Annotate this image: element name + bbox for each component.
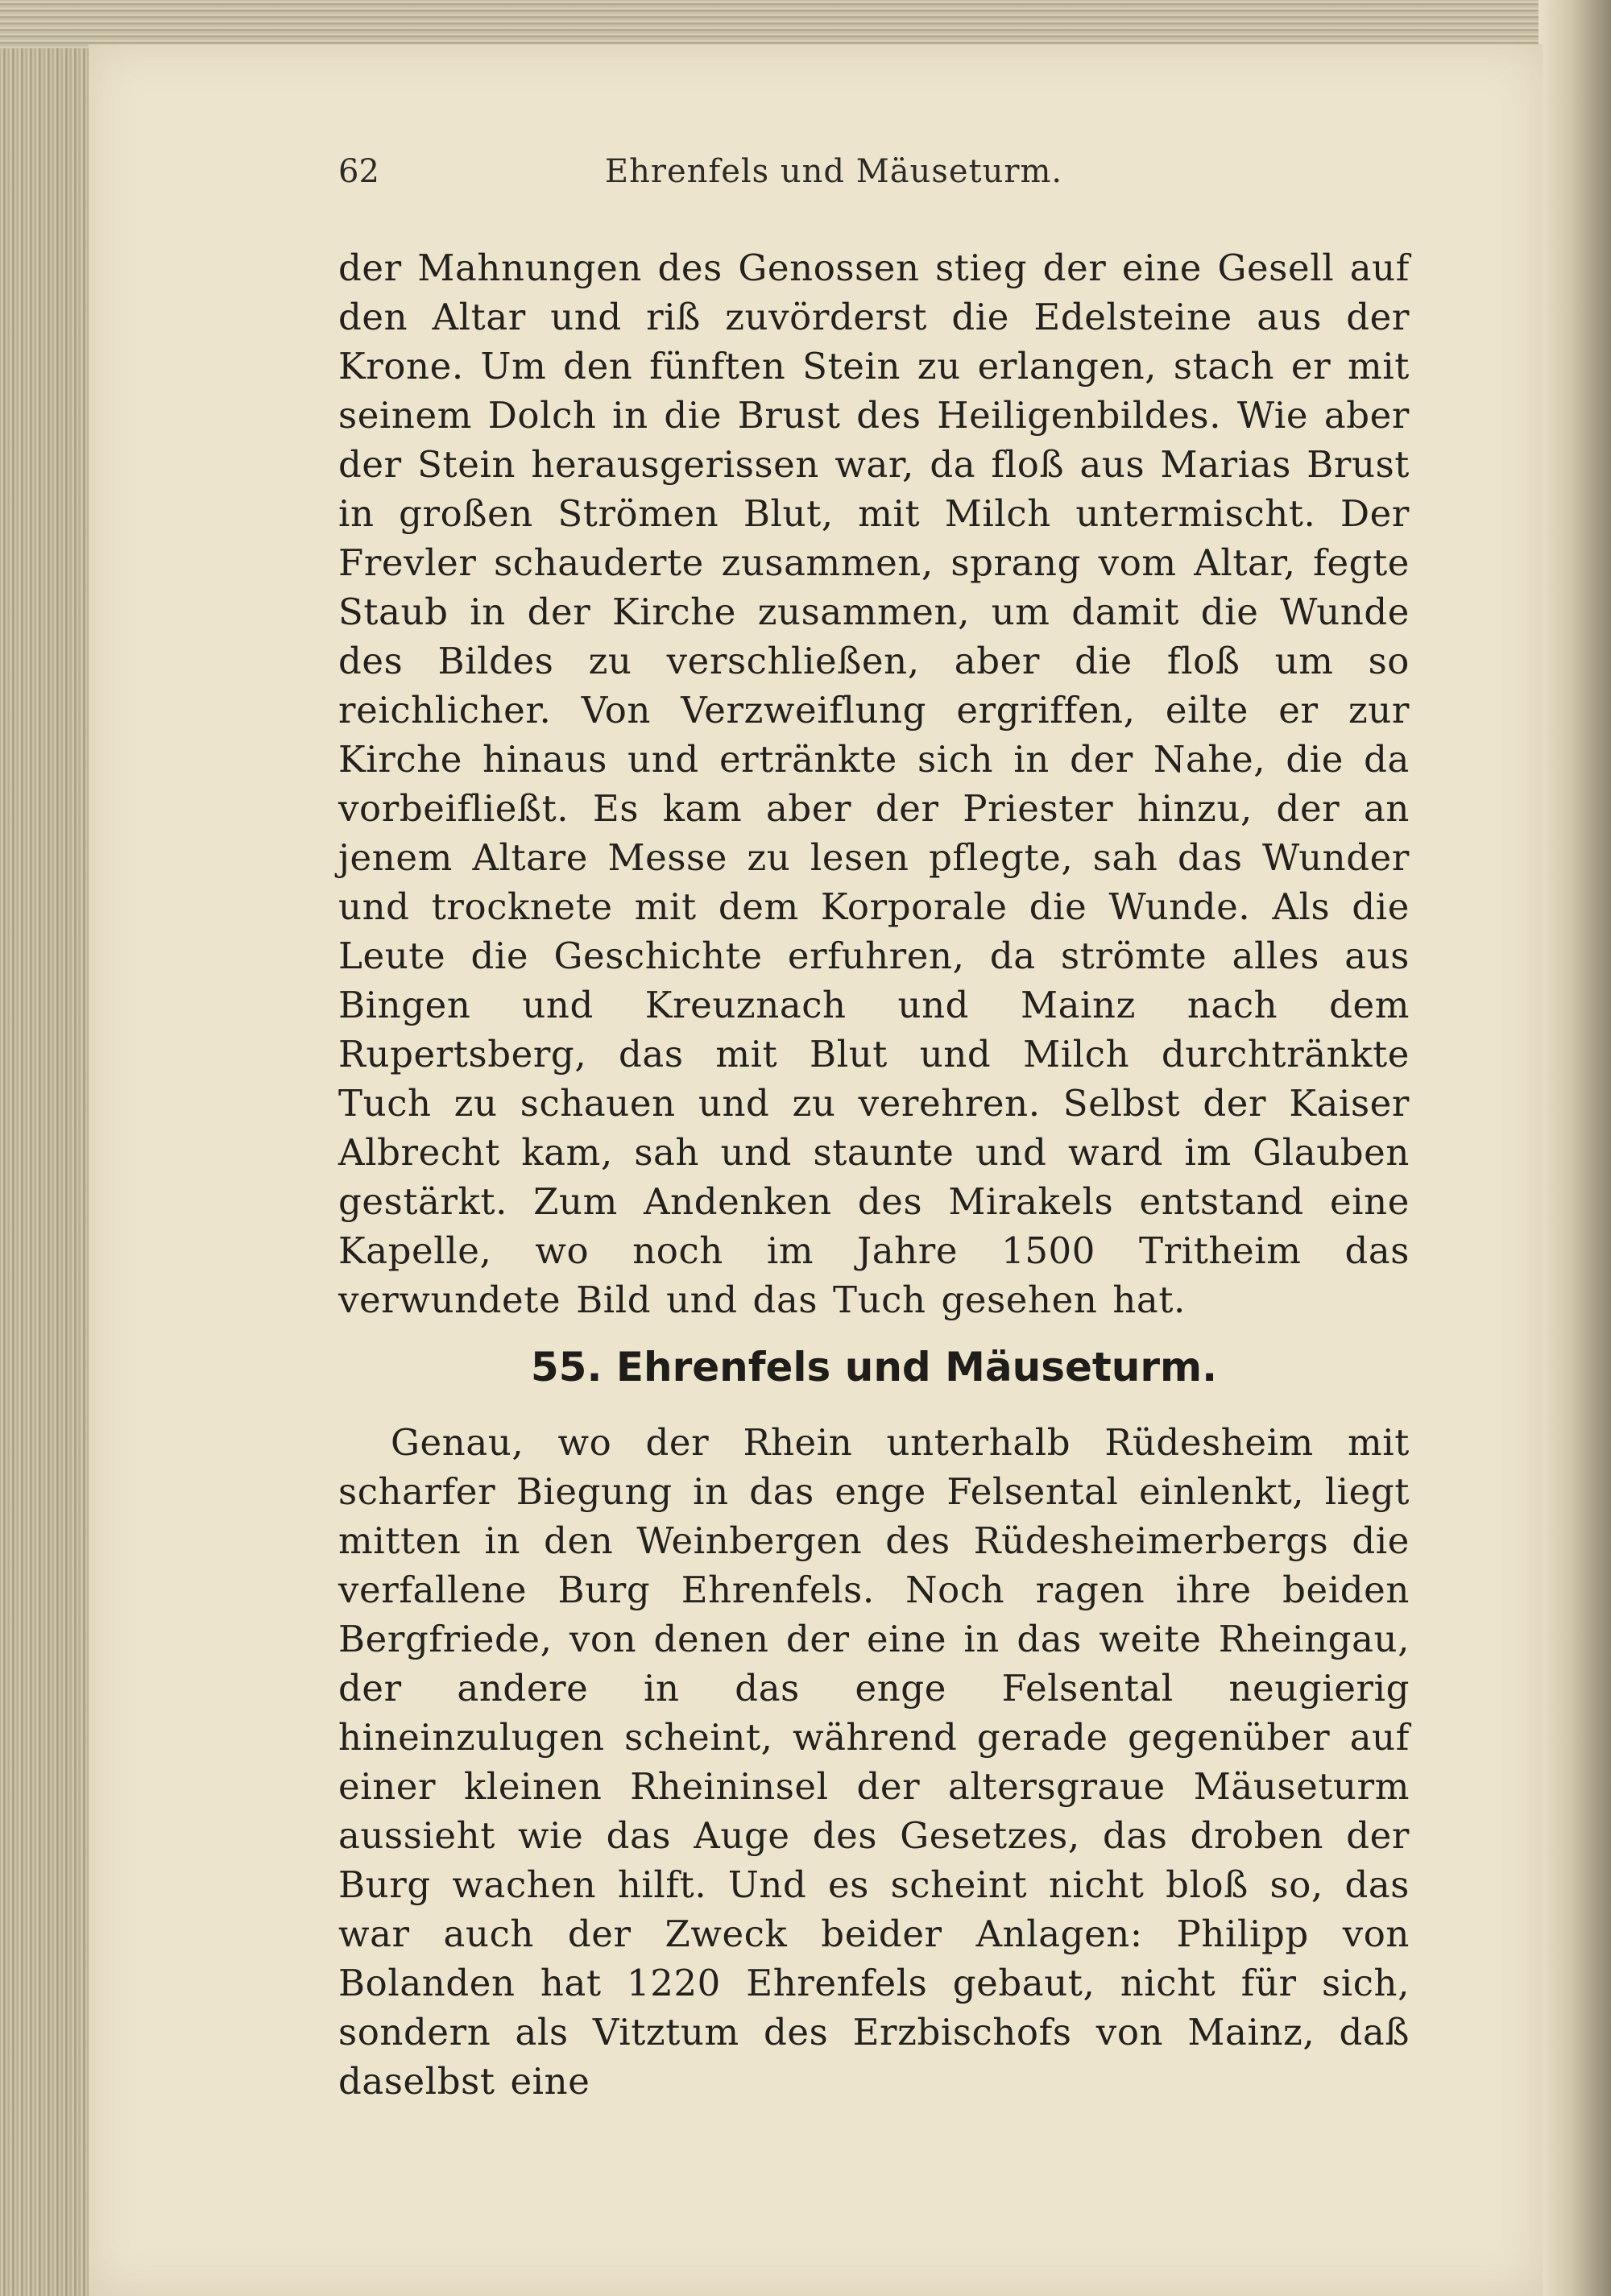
book-page-edges-top <box>0 0 1611 48</box>
section-heading: 55. Ehrenfels und Mäuseturm. <box>530 1344 1218 1390</box>
book-spine-shadow <box>1539 0 1611 2296</box>
page-header <box>250 143 1418 192</box>
paragraph-section-55: Genau, wo der Rhein unterhalb Rüdesheim mit scharfer Biegung in das enge Felsental einlenkt, liegt mitten in den Weinbergen des Rüdesheimerbergs die verfallene Burg Ehrenfels. Noch ragen ihre beiden Bergfriede, von denen der eine in das weite Rheingau, der andere in das enge Felsental neugierig hineinzulugen scheint, während gerade gegenüber auf einer kleinen Rheininsel der altersgraue Mäuseturm aussieht wie das Auge des Gesetzes, das droben der Burg wachen hilft. Und es scheint nicht bloß so, das war auch der Zweck beider Anlagen: Philipp von Bolanden hat 1220 Ehrenfels gebaut, nicht für sich, sondern als Vitztum des Erzbischofs von Mainz, daß daselbst eine <box>338 1421 1410 2103</box>
paragraph-continued: der Mahnungen des Genossen stieg der eine Gesell auf den Altar und riß zuvörderst die Edelsteine aus der Krone. Um den fünften Stein zu erlangen, stach er mit seinem Dolch in die Brust des Heiligenbildes. Wie aber der Stein herausgerissen war, da floß aus Marias Brust in großen Strömen Blut, mit Milch untermischt. Der Frevler schauderte zusammen, sprang vom Altar, fegte Staub in der Kirche zusammen, um damit die Wunde des Bildes zu verschließen, aber die floß um so reichlicher. Von Verzweiflung ergriffen, eilte er zur Kirche hinaus und ertränkte sich in der Nahe, die da vorbeifließt. Es kam aber der Priester hinzu, der an jenem Altare Messe zu lesen pflegte, sah das Wunder und trocknete mit dem Korporale die Wunde. Als die Leute die Geschichte erfuhren, da strömte alles aus Bingen und Kreuznach und Mainz nach dem Rupertsberg, das mit Blut und Milch durchtränkte Tuch zu schauen und zu verehren. Selbst der Kaiser Albrecht kam, sah und staunte und ward im Glauben gestärkt. Zum Andenken des Mirakels entstand eine Kapelle, wo noch im Jahre 1500 Tritheim das verwundete Bild und das Tuch gesehen hat. <box>338 247 1410 1321</box>
book-page-edges-left <box>0 0 89 2296</box>
running-title: Ehrenfels und Mäuseturm. <box>604 153 1063 190</box>
page-number: 62 <box>338 153 379 190</box>
